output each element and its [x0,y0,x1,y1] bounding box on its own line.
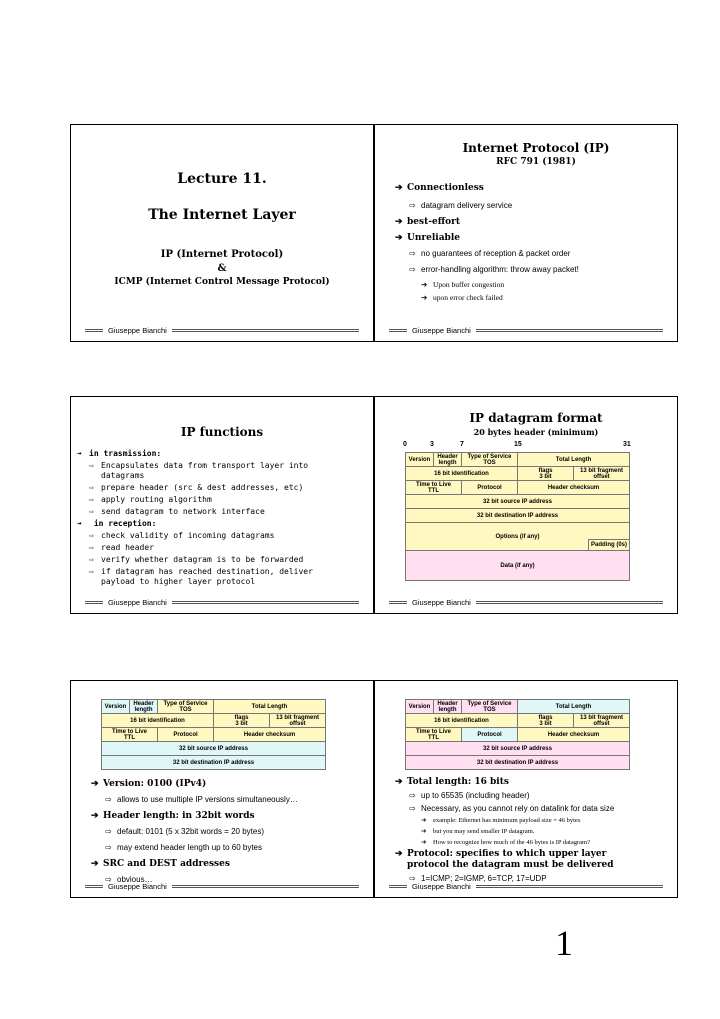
slide1-line3: ICMP (Internet Control Message Protocol) [114,277,330,287]
destination-address-field: 32 bit destination IP address [406,756,630,770]
padding-label: Padding (0s) [588,539,629,550]
total-length-field: Total Length [214,700,326,714]
arrow-outline-icon: ⇨ [409,791,416,800]
author-name: Giuseppe Bianchi [108,325,167,335]
total-length-field: Total Length [518,453,630,467]
bullet: ➔ Protocol: specifies to which upper layer [395,849,607,859]
slide1-subtitle: The Internet Layer [148,207,296,223]
arrow-icon: ➔ [395,183,403,193]
fragment-offset-field: 13 bit fragment offset [270,714,326,728]
slide-footer [389,597,663,607]
slide-ip-datagram-format [374,396,678,614]
arrow-icon: ➔ [395,849,403,859]
arrow-outline-icon: ⇨ [409,249,416,258]
sub-bullet: ⇨ if datagram has reached destination, deliver [89,567,313,576]
header-length-field: Header length [434,453,462,467]
destination-address-field: 32 bit destination IP address [102,756,326,770]
bit-ruler [375,441,675,451]
total-length-field: Total Length [518,700,630,714]
data-field: Data (if any) [406,551,630,581]
bullet: ➔ Unreliable [395,233,460,243]
author-name: Giuseppe Bianchi [108,881,167,891]
arrow-outline-icon: ⇨ [105,827,112,836]
sub-sub-bullet: ➔ example: Ethernet has minimum payload size = 46 bytes [421,817,581,824]
slide-footer [389,881,663,891]
page-number: 1 [555,923,573,963]
sub-bullet: ⇨ read header [89,543,154,552]
identification-field: 16 bit identification [406,467,518,481]
sub-bullet: ⇨ no guarantees of reception & packet order [409,249,571,258]
sub-bullet: ⇨ allows to use multiple IP versions simultaneously… [105,795,298,804]
version-field: Version [406,700,434,714]
checksum-field: Header checksum [518,481,630,495]
sub-bullet-cont: payload to higher layer protocol [101,577,256,586]
arrow-outline-icon: ⇨ [409,201,416,210]
author-name: Giuseppe Bianchi [412,881,471,891]
ttl-field: Time to Live TTL [102,728,158,742]
bit-label: 31 [623,441,631,448]
arrow-icon: ➔ [77,519,82,528]
sub-bullet: ⇨ default: 0101 (5 x 32bit words = 20 bytes) [105,827,264,836]
slide-footer [85,325,359,335]
bullet: ➔ best-effort [395,217,460,227]
arrow-outline-icon: ⇨ [89,555,94,564]
arrow-outline-icon: ⇨ [89,483,94,492]
slide-footer [85,597,359,607]
sub-sub-bullet: ➔ How to recognize how much of the 46 bytes is IP datagram? [421,839,590,846]
bullet: ➔ Total length: 16 bits [395,777,509,787]
bit-label: 15 [514,441,522,448]
slide-internet-protocol [374,124,678,342]
destination-address-field: 32 bit destination IP address [406,509,630,523]
arrow-outline-icon: ⇨ [105,875,112,884]
slide2-title: Internet Protocol (IP) [462,141,610,155]
arrow-outline-icon: ⇨ [409,874,416,883]
sub-bullet: ⇨ error-handling algorithm: throw away packet! [409,265,579,274]
slide-ip-functions [70,396,374,614]
tos-field: Type of Service TOS [462,700,518,714]
sub-bullet: ⇨ apply routing algorithm [89,495,212,504]
arrow-icon: ➔ [77,449,82,458]
source-address-field: 32 bit source IP address [406,495,630,509]
arrow-icon: ➔ [395,233,403,243]
version-field: Version [406,453,434,467]
arrow-outline-icon: ⇨ [105,843,112,852]
sub-bullet: ⇨ Necessary, as you cannot rely on datalink for data size [409,804,615,813]
arrow-outline-icon: ⇨ [89,461,94,470]
slide1-line2: & [217,263,227,274]
slide-total-length-protocol [374,680,678,898]
header-length-field: Header length [434,700,462,714]
arrow-outline-icon: ⇨ [89,507,94,516]
bit-label: 3 [430,441,434,448]
sub-sub-bullet: ➔ but you may send smaller IP datagram. [421,828,535,835]
slide3-title: IP functions [180,425,264,439]
sub-sub-bullet: ➔ Upon buffer congestion [421,280,505,289]
arrow-outline-icon: ⇨ [89,543,94,552]
header-length-field: Header length [130,700,158,714]
tos-field: Type of Service TOS [462,453,518,467]
slide2-subtitle: RFC 791 (1981) [496,157,576,167]
bit-label: 7 [460,441,464,448]
sub-bullet: ⇨ obvious… [105,875,153,884]
source-address-field: 32 bit source IP address [102,742,326,756]
protocol-field: Protocol [462,481,518,495]
identification-field: 16 bit identification [406,714,518,728]
identification-field: 16 bit identification [102,714,214,728]
slide-footer [389,325,663,335]
bullet: ➔ Version: 0100 (IPv4) [91,779,207,789]
bullet-cont: protocol the datagram must be delivered [407,860,614,870]
sub-bullet: ⇨ up to 65535 (including header) [409,791,530,800]
sub-bullet: ⇨ send datagram to network interface [89,507,265,516]
bullet: ➔ Connectionless [395,183,484,193]
author-name: Giuseppe Bianchi [412,325,471,335]
bullet: ➔ in trasmission: [77,449,162,458]
slide1-title: Lecture 11. [177,171,267,187]
sub-bullet: ⇨ may extend header length up to 60 bytes [105,843,262,852]
author-name: Giuseppe Bianchi [108,597,167,607]
ip-header-diagram [405,699,630,770]
protocol-field: Protocol [158,728,214,742]
arrow-icon: ➔ [421,828,427,835]
arrow-icon: ➔ [421,817,427,824]
sub-bullet: ⇨ 1=ICMP; 2=IGMP, 6=TCP, 17=UDP [409,874,547,883]
arrow-icon: ➔ [91,779,99,789]
arrow-outline-icon: ⇨ [89,495,94,504]
checksum-field: Header checksum [518,728,630,742]
ttl-field: Time to Live TTL [406,481,462,495]
arrow-icon: ➔ [91,859,99,869]
arrow-outline-icon: ⇨ [105,795,112,804]
sub-bullet: ⇨ datagram delivery service [409,201,513,210]
source-address-field: 32 bit source IP address [406,742,630,756]
arrow-icon: ➔ [421,293,428,302]
arrow-icon: ➔ [395,217,403,227]
flags-field: flags 3 bit [518,714,574,728]
author-name: Giuseppe Bianchi [412,597,471,607]
arrow-outline-icon: ⇨ [409,804,416,813]
checksum-field: Header checksum [214,728,326,742]
arrow-icon: ➔ [421,280,428,289]
slide-version-header-length [70,680,374,898]
fragment-offset-field: 13 bit fragment offset [574,714,630,728]
ip-header-diagram [405,452,630,581]
slide-lecture-title [70,124,374,342]
options-field: Options (if any) Padding (0s) [406,523,630,551]
arrow-icon: ➔ [395,777,403,787]
ttl-field: Time to Live TTL [406,728,462,742]
sub-bullet-cont: datagrams [101,471,145,480]
sub-bullet: ⇨ verify whether datagram is to be forwarded [89,555,304,564]
flags-field: flags 3 bit [214,714,270,728]
bit-label: 0 [403,441,407,448]
arrow-outline-icon: ⇨ [409,265,416,274]
version-field: Version [102,700,130,714]
slide4-title: IP datagram format [469,411,603,425]
slide1-line1: IP (Internet Protocol) [160,249,284,260]
sub-bullet: ⇨ prepare header (src & dest addresses, etc) [89,483,304,492]
arrow-outline-icon: ⇨ [89,567,94,576]
bullet: ➔ Header length: in 32bit words [91,811,255,821]
ip-header-diagram [101,699,326,770]
sub-bullet: ⇨ Encapsulates data from transport layer into [89,461,309,470]
protocol-field: Protocol [462,728,518,742]
fragment-offset-field: 13 bit fragment offset [574,467,630,481]
slide-footer [85,881,359,891]
sub-bullet: ⇨ check validity of incoming datagrams [89,531,275,540]
arrow-icon: ➔ [421,839,427,846]
sub-sub-bullet: ➔ upon error check failed [421,293,503,302]
bullet: ➔ in reception: [77,519,157,528]
slide4-subtitle: 20 bytes header (minimum) [473,427,599,437]
arrow-icon: ➔ [91,811,99,821]
tos-field: Type of Service TOS [158,700,214,714]
bullet: ➔ SRC and DEST addresses [91,859,230,869]
flags-field: flags 3 bit [518,467,574,481]
arrow-outline-icon: ⇨ [89,531,94,540]
